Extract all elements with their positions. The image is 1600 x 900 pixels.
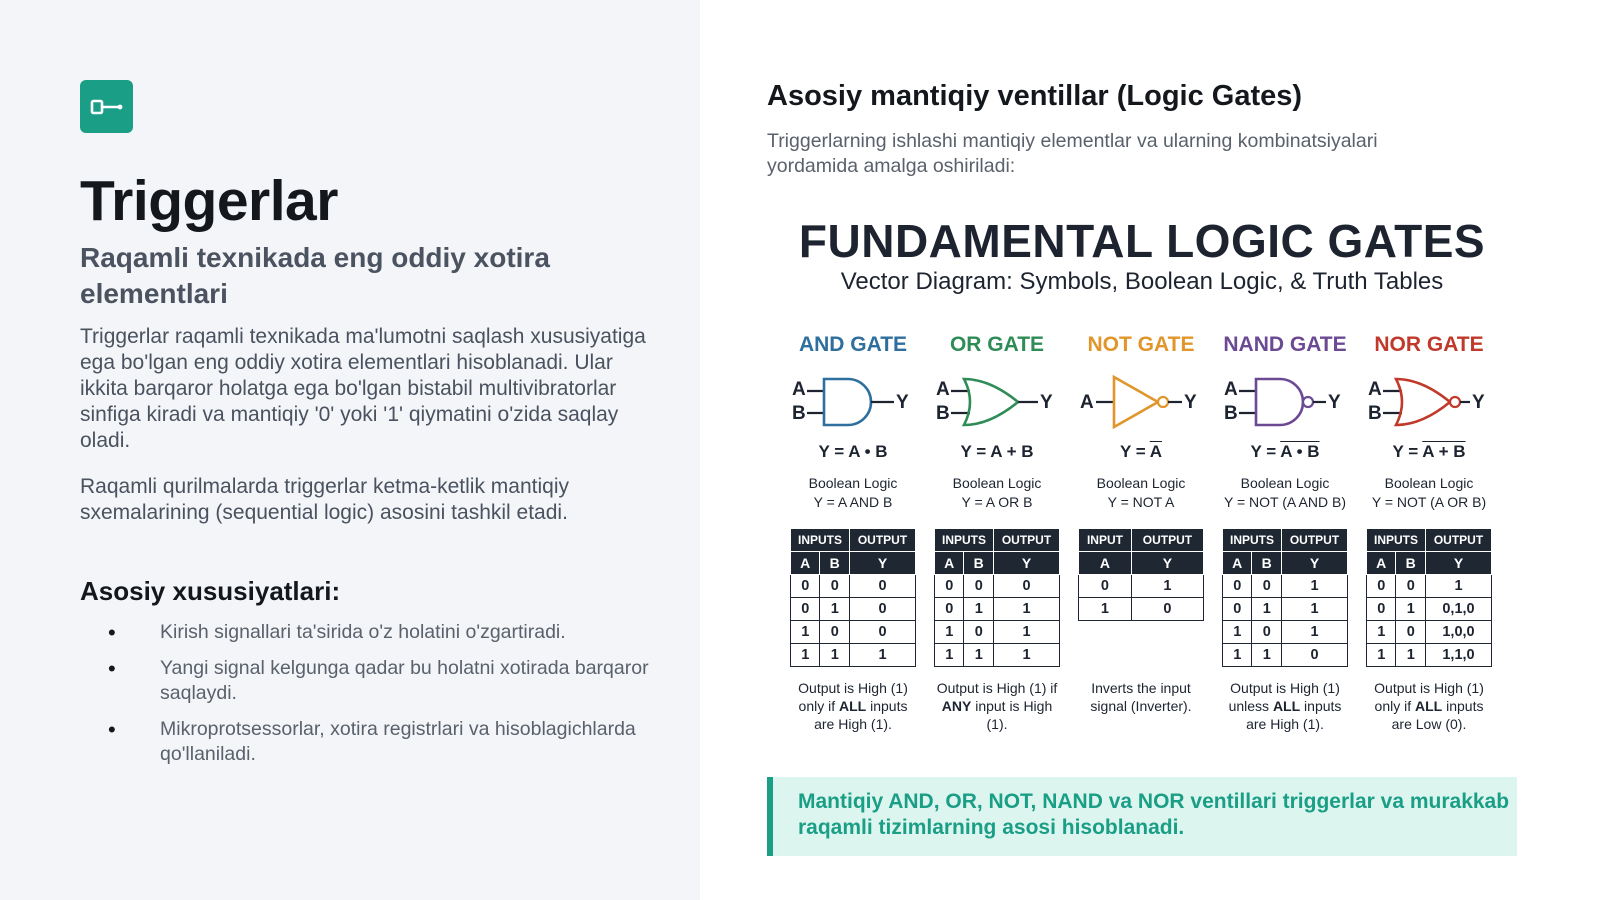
truth-table-cell: 1 bbox=[1367, 621, 1396, 644]
output-header: OUTPUT bbox=[1425, 529, 1491, 552]
gate-body bbox=[824, 379, 871, 425]
boolean-logic-title: Boolean Logic bbox=[952, 475, 1042, 491]
truth-table bbox=[1078, 528, 1204, 621]
truth-table-row bbox=[935, 644, 1060, 667]
truth-table-cell: 1 bbox=[1131, 575, 1203, 598]
boolean-logic-expression: Y = NOT (A OR B) bbox=[1371, 494, 1487, 510]
truth-table-group-header bbox=[791, 529, 916, 552]
gate-not bbox=[1078, 333, 1204, 715]
truth-table-cell: 0 bbox=[935, 598, 964, 621]
truth-table-cell: 0 bbox=[849, 621, 915, 644]
truth-table-row bbox=[1367, 575, 1492, 598]
truth-table-group-header bbox=[1079, 529, 1204, 552]
truth-table-row bbox=[1079, 575, 1204, 598]
truth-table-cell: 1 bbox=[935, 621, 964, 644]
gate-body bbox=[1256, 379, 1303, 425]
truth-table-cell: 1 bbox=[964, 598, 994, 621]
truth-table-cell: 0 bbox=[849, 575, 915, 598]
equation-prefix: Y = bbox=[1119, 442, 1150, 461]
gate-description bbox=[1366, 679, 1492, 733]
description-text: Inverts the input signal (Inverter). bbox=[1090, 680, 1192, 714]
truth-table-cell: 1 bbox=[1281, 575, 1347, 598]
gate-or bbox=[934, 333, 1060, 733]
truth-table-column-header bbox=[1367, 552, 1492, 575]
input-label-a: A bbox=[1080, 392, 1094, 413]
description-emphasis: ALL bbox=[1415, 698, 1443, 714]
intro-text bbox=[80, 324, 660, 526]
gate-equation bbox=[1078, 442, 1204, 464]
truth-table bbox=[934, 528, 1060, 667]
equation-expression: $\overline{A}$ bbox=[1149, 442, 1163, 461]
equation-expression: A + B bbox=[1422, 442, 1466, 461]
key-icon bbox=[90, 97, 124, 117]
equation-prefix: Y = bbox=[960, 442, 991, 461]
truth-table-cell: 0 bbox=[1367, 575, 1396, 598]
description-text: inputs are High (1). bbox=[814, 698, 908, 732]
input-label-b: B bbox=[1368, 403, 1382, 424]
truth-table bbox=[790, 528, 916, 667]
boolean-logic bbox=[1222, 474, 1348, 512]
equation-prefix: Y = bbox=[1250, 442, 1281, 461]
truth-table-row bbox=[791, 575, 916, 598]
section-title: Asosiy mantiqiy ventillar (Logic Gates) bbox=[767, 80, 1303, 112]
inversion-bubble bbox=[1158, 397, 1168, 407]
column-header: Y bbox=[993, 552, 1059, 575]
bullet-icon: • bbox=[108, 717, 116, 742]
description-text: inputs are Low (0). bbox=[1391, 698, 1484, 732]
truth-table-cell: 0 bbox=[820, 621, 850, 644]
left-panel bbox=[0, 0, 700, 900]
truth-table-row bbox=[791, 598, 916, 621]
boolean-logic-title: Boolean Logic bbox=[1384, 475, 1474, 491]
equation-prefix: Y = bbox=[818, 442, 849, 461]
truth-table-cell: 0 bbox=[1396, 575, 1426, 598]
truth-table-cell: 1 bbox=[993, 598, 1059, 621]
gate-name: NOR GATE bbox=[1374, 333, 1484, 356]
not-gate-symbol bbox=[1078, 369, 1204, 435]
truth-table-group-header bbox=[935, 529, 1060, 552]
equation-expression: A • B bbox=[1280, 442, 1320, 461]
truth-table-row bbox=[1223, 621, 1348, 644]
or-gate-symbol bbox=[934, 369, 1060, 435]
intro-paragraph: Triggerlar raqamli texnikada ma'lumotni saqlash xususiyatiga ega bo'lgan eng oddiy xotira elementlari hisoblanadi. Ular ikkita barqaror holatga ega bo'lgan bistabil multivibratorlar sinfiga kiradi va mantiqiy '0' yoki '1' qiymatini o'zida saqlay oladi. bbox=[80, 325, 646, 452]
truth-table-cell: 0 bbox=[1252, 621, 1282, 644]
nand-gate-symbol bbox=[1222, 369, 1348, 435]
truth-table-row bbox=[1223, 598, 1348, 621]
output-label-y: Y bbox=[1184, 392, 1197, 413]
input-label-a: A bbox=[792, 379, 806, 400]
output-header: OUTPUT bbox=[993, 529, 1059, 552]
inversion-bubble bbox=[1303, 397, 1313, 407]
input-label-a: A bbox=[936, 379, 950, 400]
gate-nand bbox=[1222, 333, 1348, 733]
truth-table-row bbox=[791, 644, 916, 667]
inputs-header: INPUT bbox=[1079, 529, 1132, 552]
truth-table-cell: 1 bbox=[1425, 575, 1491, 598]
boolean-logic-expression: Y = NOT A bbox=[1107, 494, 1175, 510]
inputs-header: INPUTS bbox=[935, 529, 994, 552]
gate-description bbox=[1078, 679, 1204, 715]
feature-item bbox=[80, 620, 660, 645]
truth-table bbox=[1366, 528, 1492, 667]
truth-table-cell: 1 bbox=[1367, 644, 1396, 667]
callout-box: Mantiqiy AND, OR, NOT, NAND va NOR ventillari triggerlar va murakkab raqamli tizimlarning asosi hisoblanadi. bbox=[767, 777, 1517, 856]
equation-prefix: Y = bbox=[1392, 442, 1423, 461]
boolean-logic-expression: Y = A AND B bbox=[813, 494, 893, 510]
gate-name: NAND GATE bbox=[1223, 333, 1347, 356]
truth-table-cell: 0 bbox=[964, 575, 994, 598]
intro-paragraph: Raqamli qurilmalarda triggerlar ketma-ketlik mantiqiy sxemalarining (sequential logic) asosini tashkil etadi. bbox=[80, 475, 569, 524]
truth-table-row bbox=[1223, 644, 1348, 667]
description-text: Output is High (1) only if bbox=[798, 680, 908, 714]
truth-table-row bbox=[935, 598, 1060, 621]
boolean-logic-expression: Y = A OR B bbox=[961, 494, 1033, 510]
truth-table-cell: 0 bbox=[1281, 644, 1347, 667]
truth-table-cell: 1 bbox=[1396, 598, 1426, 621]
diagram-title: FUNDAMENTAL LOGIC GATES bbox=[798, 215, 1486, 267]
truth-table-cell: 0 bbox=[993, 575, 1059, 598]
truth-table-row bbox=[1367, 644, 1492, 667]
output-label-y: Y bbox=[1328, 392, 1341, 413]
column-header: B bbox=[1252, 552, 1282, 575]
truth-table-cell: 1 bbox=[964, 644, 994, 667]
feature-text: Kirish signallari ta'sirida o'z holatini o'zgartiradi. bbox=[160, 621, 566, 643]
column-header: A bbox=[1367, 552, 1396, 575]
nor-gate-symbol bbox=[1366, 369, 1492, 435]
features-list bbox=[80, 620, 660, 778]
truth-table-cell: 0 bbox=[791, 598, 820, 621]
inputs-header: INPUTS bbox=[1223, 529, 1282, 552]
truth-table-cell: 1 bbox=[1223, 621, 1252, 644]
truth-table-cell: 1 bbox=[791, 644, 820, 667]
gate-equation bbox=[790, 442, 916, 464]
truth-table-cell: 0 bbox=[1223, 598, 1252, 621]
truth-table-cell: 1 bbox=[993, 621, 1059, 644]
truth-table-cell: 0,1,0 bbox=[1425, 598, 1491, 621]
boolean-logic bbox=[934, 474, 1060, 512]
gate-equation bbox=[1366, 442, 1492, 464]
description-emphasis: ANY bbox=[941, 698, 972, 714]
truth-table-cell: 0 bbox=[1396, 621, 1426, 644]
column-header: Y bbox=[1131, 552, 1203, 575]
truth-table-row bbox=[1367, 598, 1492, 621]
truth-table-column-header bbox=[1079, 552, 1204, 575]
column-header: Y bbox=[849, 552, 915, 575]
input-label-b: B bbox=[936, 403, 950, 424]
truth-table-cell: 1 bbox=[820, 598, 850, 621]
truth-table bbox=[1222, 528, 1348, 667]
truth-table-row bbox=[791, 621, 916, 644]
output-header: OUTPUT bbox=[1131, 529, 1203, 552]
truth-table-row bbox=[1223, 575, 1348, 598]
truth-table-cell: 0 bbox=[1079, 575, 1132, 598]
gate-description bbox=[1222, 679, 1348, 733]
gate-name: AND GATE bbox=[798, 333, 908, 356]
description-text: Output is High (1) if bbox=[936, 680, 1058, 696]
boolean-logic bbox=[790, 474, 916, 512]
logo-badge bbox=[80, 80, 133, 133]
truth-table-cell: 0 bbox=[791, 575, 820, 598]
truth-table-column-header bbox=[1223, 552, 1348, 575]
column-header: A bbox=[791, 552, 820, 575]
input-label-a: A bbox=[1368, 379, 1382, 400]
boolean-logic bbox=[1078, 474, 1204, 512]
gate-name: OR GATE bbox=[949, 333, 1045, 356]
page-title: Triggerlar bbox=[80, 169, 338, 233]
truth-table-cell: 1 bbox=[1223, 644, 1252, 667]
bullet-icon: • bbox=[108, 656, 116, 681]
feature-text: Yangi signal kelgunga qadar bu holatni xotirada barqaror saqlaydi. bbox=[160, 657, 649, 704]
truth-table-row bbox=[1079, 598, 1204, 621]
description-emphasis: ALL bbox=[839, 698, 867, 714]
column-header: B bbox=[820, 552, 850, 575]
equation-expression: A + B bbox=[990, 442, 1034, 461]
truth-table-cell: 1 bbox=[1396, 644, 1426, 667]
output-label-y: Y bbox=[896, 392, 909, 413]
inputs-header: INPUTS bbox=[791, 529, 850, 552]
bullet-icon: • bbox=[108, 620, 116, 645]
description-text: Output is High (1) unless bbox=[1228, 680, 1340, 714]
column-header: B bbox=[1396, 552, 1426, 575]
inversion-bubble bbox=[1450, 397, 1460, 407]
input-label-b: B bbox=[792, 403, 806, 424]
column-header: A bbox=[1079, 552, 1132, 575]
truth-table-row bbox=[1367, 621, 1492, 644]
truth-table-cell: 1 bbox=[1079, 598, 1132, 621]
gate-description bbox=[790, 679, 916, 733]
output-header: OUTPUT bbox=[849, 529, 915, 552]
input-label-b: B bbox=[1224, 403, 1238, 424]
description-text: inputs are High (1). bbox=[1246, 698, 1342, 732]
input-label-a: A bbox=[1224, 379, 1238, 400]
feature-text: Mikroprotsessorlar, xotira registrlari va hisoblagichlarda qo'llaniladi. bbox=[160, 718, 636, 765]
truth-table-cell: 0 bbox=[964, 621, 994, 644]
truth-table-group-header bbox=[1367, 529, 1492, 552]
truth-table-cell: 1 bbox=[791, 621, 820, 644]
description-text: input is High (1). bbox=[971, 698, 1053, 732]
truth-table-cell: 1 bbox=[1252, 598, 1282, 621]
boolean-logic-title: Boolean Logic bbox=[808, 475, 898, 491]
truth-table-cell: 0 bbox=[1367, 598, 1396, 621]
truth-table-cell: 0 bbox=[849, 598, 915, 621]
gate-description bbox=[934, 679, 1060, 733]
truth-table-cell: 1,0,0 bbox=[1425, 621, 1491, 644]
truth-table-cell: 0 bbox=[1252, 575, 1282, 598]
truth-table-cell: 0 bbox=[1223, 575, 1252, 598]
truth-table-cell: 0 bbox=[820, 575, 850, 598]
truth-table-cell: 1 bbox=[1252, 644, 1282, 667]
gate-equation bbox=[934, 442, 1060, 464]
truth-table-row bbox=[935, 575, 1060, 598]
boolean-logic bbox=[1366, 474, 1492, 512]
output-label-y: Y bbox=[1040, 392, 1053, 413]
output-header: OUTPUT bbox=[1281, 529, 1347, 552]
description-text: Output is High (1) only if bbox=[1374, 680, 1484, 714]
truth-table-cell: 1 bbox=[1281, 621, 1347, 644]
output-label-y: Y bbox=[1472, 392, 1485, 413]
truth-table-column-header bbox=[935, 552, 1060, 575]
gate-and bbox=[790, 333, 916, 733]
page-subtitle: Raqamli texnikada eng oddiy xotira elementlari bbox=[80, 242, 550, 309]
column-header: Y bbox=[1281, 552, 1347, 575]
column-header: A bbox=[1223, 552, 1252, 575]
truth-table-row bbox=[935, 621, 1060, 644]
feature-item bbox=[80, 717, 660, 767]
truth-table-cell: 1 bbox=[993, 644, 1059, 667]
diagram-subtitle: Vector Diagram: Symbols, Boolean Logic, & Truth Tables bbox=[840, 268, 1444, 295]
truth-table-cell: 1 bbox=[935, 644, 964, 667]
gate-body bbox=[1396, 379, 1450, 425]
inputs-header: INPUTS bbox=[1367, 529, 1426, 552]
gate-body bbox=[964, 379, 1018, 425]
feature-item bbox=[80, 656, 660, 706]
gate-nor bbox=[1366, 333, 1492, 733]
boolean-logic-title: Boolean Logic bbox=[1240, 475, 1330, 491]
truth-table-cell: 1 bbox=[820, 644, 850, 667]
equation-expression: A • B bbox=[848, 442, 888, 461]
truth-table-cell: 0 bbox=[935, 575, 964, 598]
truth-table-cell: 1,1,0 bbox=[1425, 644, 1491, 667]
gate-body bbox=[1114, 377, 1158, 427]
column-header: B bbox=[964, 552, 994, 575]
truth-table-cell: 1 bbox=[849, 644, 915, 667]
gate-name: NOT GATE bbox=[1087, 333, 1195, 356]
description-emphasis: ALL bbox=[1272, 698, 1301, 714]
truth-table-group-header bbox=[1223, 529, 1348, 552]
boolean-logic-expression: Y = NOT (A AND B) bbox=[1223, 494, 1347, 510]
features-heading: Asosiy xususiyatlari: bbox=[80, 576, 341, 606]
truth-table-cell: 1 bbox=[1281, 598, 1347, 621]
column-header: A bbox=[935, 552, 964, 575]
boolean-logic-title: Boolean Logic bbox=[1096, 475, 1186, 491]
column-header: Y bbox=[1425, 552, 1491, 575]
truth-table-column-header bbox=[791, 552, 916, 575]
truth-table-cell: 0 bbox=[1131, 598, 1203, 621]
section-description: Triggerlarning ishlashi mantiqiy elementlar va ularning kombinatsiyalari yordamida amalga oshiriladi: bbox=[767, 130, 1378, 177]
gate-equation bbox=[1222, 442, 1348, 464]
and-gate-symbol bbox=[790, 369, 916, 435]
